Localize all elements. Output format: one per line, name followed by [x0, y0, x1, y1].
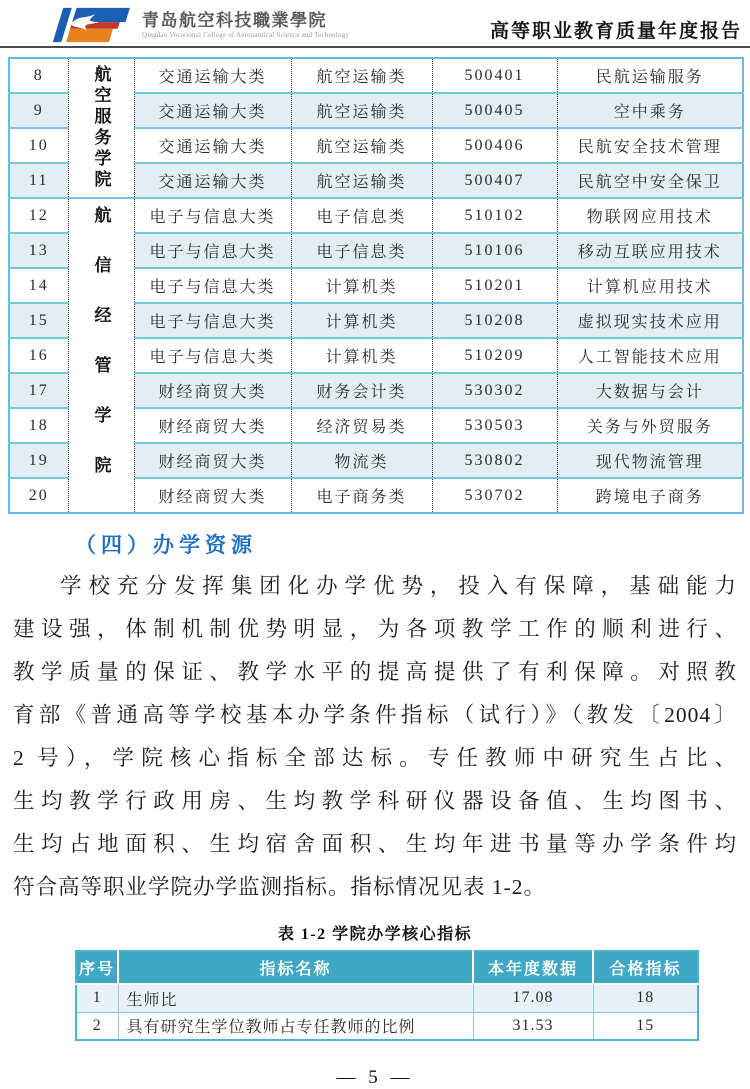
page-header [0, 0, 750, 48]
indicator-name: 生师比 [118, 984, 473, 1012]
major-code-cell: 500407 [432, 163, 557, 198]
major-name-cell: 移动互联应用技术 [557, 233, 743, 268]
category-cell: 物流类 [291, 443, 432, 478]
college-name: 青岛航空科技職業學院 [142, 11, 327, 30]
indicator-value: 17.08 [473, 984, 593, 1012]
row-number: 9 [9, 93, 68, 128]
major-code-cell: 530503 [432, 408, 557, 443]
row-number: 17 [9, 373, 68, 408]
category-cell: 航空运输类 [291, 93, 432, 128]
big-category-cell: 交通运输大类 [134, 163, 291, 198]
paragraph-line: 生均教学行政用房、生均教学科研仪器设备值、生均图书、 [13, 789, 737, 813]
header-cell-value: 本年度数据 [473, 951, 593, 984]
major-name-cell: 物联网应用技术 [557, 198, 743, 233]
row-number: 10 [9, 128, 68, 163]
row-number: 20 [9, 478, 68, 513]
paragraph-line: 生均占地面积、生均宿舍面积、生均年进书量等办学条件均 [13, 832, 737, 856]
indicator-no: 1 [76, 984, 118, 1012]
big-category-cell: 交通运输大类 [134, 93, 291, 128]
row-number: 15 [9, 303, 68, 338]
major-name-cell: 民航运输服务 [557, 58, 743, 93]
category-cell: 航空运输类 [291, 58, 432, 93]
big-category-cell: 财经商贸大类 [134, 373, 291, 408]
row-number: 18 [9, 408, 68, 443]
indicator-no: 2 [76, 1012, 118, 1040]
major-name-cell: 民航空中安全保卫 [557, 163, 743, 198]
major-name-cell: 计算机应用技术 [557, 268, 743, 303]
header-cell-standard: 合格指标 [593, 951, 698, 984]
majors-table [8, 57, 744, 514]
big-category-cell: 电子与信息大类 [134, 268, 291, 303]
major-code-cell: 510209 [432, 338, 557, 373]
section-heading: （四）办学资源 [75, 533, 257, 557]
big-category-cell: 财经商贸大类 [134, 408, 291, 443]
paragraph-line: 教学质量的保证、教学水平的提高提供了有利保障。对照教 [13, 660, 737, 684]
category-cell: 经济贸易类 [291, 408, 432, 443]
major-name-cell: 现代物流管理 [557, 443, 743, 478]
major-name-cell: 人工智能技术应用 [557, 338, 743, 373]
header-cell-name: 指标名称 [118, 951, 473, 984]
major-name-cell: 虚拟现实技术应用 [557, 303, 743, 338]
report-title: 高等职业教育质量年度报告 [489, 21, 742, 42]
big-category-cell: 财经商贸大类 [134, 478, 291, 513]
row-number: 14 [9, 268, 68, 303]
major-name-cell: 空中乘务 [557, 93, 743, 128]
major-code-cell: 510102 [432, 198, 557, 233]
indicator-standard: 15 [593, 1012, 698, 1040]
category-cell: 航空运输类 [291, 163, 432, 198]
table-row [9, 198, 743, 233]
category-cell: 电子信息类 [291, 198, 432, 233]
big-category-cell: 交通运输大类 [134, 58, 291, 93]
college-cell-info-econ-mgmt: 航信经管学院 [68, 198, 134, 513]
college-name-english: Qingdao Vocational College of Aeronautical Science and Technology [142, 31, 350, 39]
major-code-cell: 510208 [432, 303, 557, 338]
major-code-cell: 500406 [432, 128, 557, 163]
row-number: 13 [9, 233, 68, 268]
table-caption: 表 1-2 学院办学核心指标 [277, 926, 473, 943]
paragraph-line: 建设强，体制机制优势明显，为各项教学工作的顺利进行、 [13, 617, 737, 641]
paragraph-line: 符合高等职业学院办学监测指标。指标情况见表 1-2。 [13, 875, 547, 899]
major-name-cell: 关务与外贸服务 [557, 408, 743, 443]
major-code-cell: 510201 [432, 268, 557, 303]
row-number: 8 [33, 66, 44, 84]
college-name-block [142, 5, 349, 39]
college-logo-icon [36, 5, 136, 45]
page-number: — 5 — [336, 1067, 414, 1088]
major-code-cell: 510106 [432, 233, 557, 268]
major-name-cell: 跨境电子商务 [557, 478, 743, 513]
big-category-cell: 电子与信息大类 [134, 198, 291, 233]
indicator-row [76, 984, 698, 1012]
category-cell: 计算机类 [291, 303, 432, 338]
paragraph-line: 育部《普通高等学校基本办学条件指标（试行）》（教发〔2004〕 [13, 703, 737, 727]
indicator-value: 31.53 [473, 1012, 593, 1040]
indicator-standard: 18 [593, 984, 698, 1012]
row-number: 12 [9, 198, 68, 233]
major-code-cell: 530302 [432, 373, 557, 408]
category-cell: 航空运输类 [291, 128, 432, 163]
category-cell: 计算机类 [291, 338, 432, 373]
category-cell: 计算机类 [291, 268, 432, 303]
paragraph-line: 2 号），学院核心指标全部达标。专任教师中研究生占比、 [13, 746, 737, 770]
big-category-cell: 电子与信息大类 [134, 233, 291, 268]
header-cell-no: 序号 [76, 951, 118, 984]
major-code-cell: 530802 [432, 443, 557, 478]
category-cell: 电子商务类 [291, 478, 432, 513]
body-paragraph [13, 565, 737, 909]
category-cell: 电子信息类 [291, 233, 432, 268]
big-category-cell: 电子与信息大类 [134, 303, 291, 338]
row-number: 19 [9, 443, 68, 478]
big-category-cell: 电子与信息大类 [134, 338, 291, 373]
big-category-cell: 财经商贸大类 [134, 443, 291, 478]
row-number: 16 [9, 338, 68, 373]
major-name-cell: 民航安全技术管理 [557, 128, 743, 163]
major-name-cell: 大数据与会计 [557, 373, 743, 408]
major-code-cell: 500405 [432, 93, 557, 128]
college-cell-aviation-service: 航空服务学院 [68, 58, 134, 198]
category-cell: 财务会计类 [291, 373, 432, 408]
indicator-table [75, 950, 699, 1041]
paragraph-line: 学校充分发挥集团化办学优势，投入有保障，基础能力 [60, 574, 737, 598]
indicator-header-row [76, 951, 698, 984]
major-code-cell: 530702 [432, 478, 557, 513]
major-code-cell: 500401 [432, 58, 557, 93]
table-row [9, 58, 743, 93]
big-category-cell: 交通运输大类 [134, 128, 291, 163]
indicator-name: 具有研究生学位教师占专任教师的比例 [118, 1012, 473, 1040]
row-number: 11 [9, 163, 68, 198]
indicator-row [76, 1012, 698, 1040]
